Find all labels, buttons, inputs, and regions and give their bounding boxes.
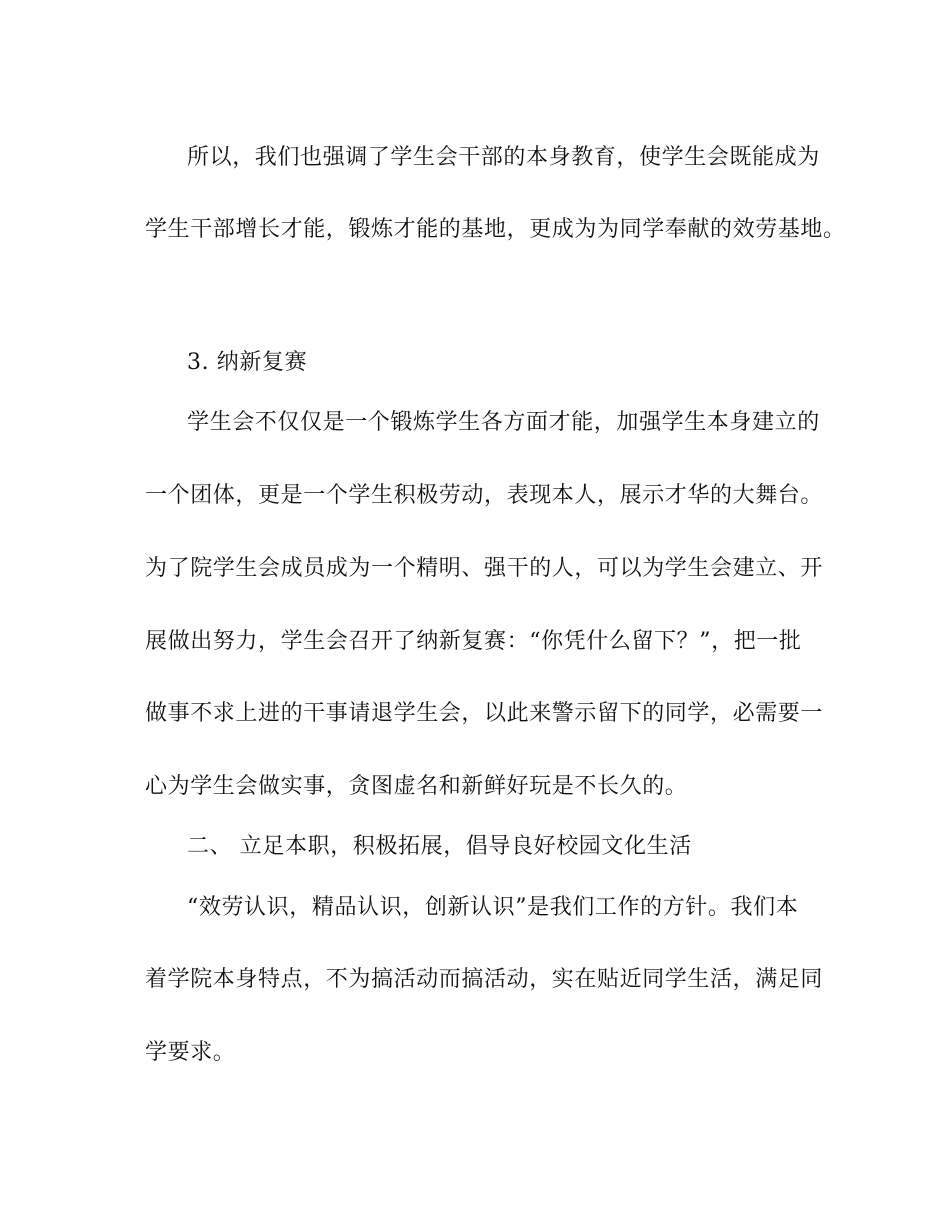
paragraph-line: 展做出努力，学生会召开了纳新复赛：“你凭什么留下？”，把一批 — [145, 629, 802, 654]
paragraph-line: 学要求。 — [145, 1040, 236, 1065]
paragraph-line: “效劳认识，精品认识，创新认识”是我们工作的方针。我们本 — [187, 895, 799, 920]
paragraph-line: 着学院本身特点，不为搞活动而搞活动，实在贴近同学生活，满足同 — [145, 967, 824, 992]
paragraph-line: 心为学生会做实事，贪图虚名和新鲜好玩是不长久的。 — [145, 774, 688, 799]
paragraph-line: 做事不求上进的干事请退学生会，以此来警示留下的同学，必需要一 — [145, 701, 824, 726]
paragraph-line: 学生干部增长才能，锻炼才能的基地，更成为为同学奉献的效劳基地。 — [145, 217, 846, 242]
paragraph-line: 所以，我们也强调了学生会干部的本身教育，使学生会既能成为 — [187, 145, 820, 170]
paragraph-line: 一个团体，更是一个学生积极劳动，表现本人，展示才华的大舞台。 — [145, 483, 824, 508]
paragraph-line: 学生会不仅仅是一个锻炼学生各方面才能，加强学生本身建立的 — [187, 410, 820, 435]
paragraph-line: 为了院学生会成员成为一个精明、强干的人，可以为学生会建立、开 — [145, 556, 824, 581]
section-heading: 二、 立足本职，积极拓展，倡导良好校园文化生活 — [187, 834, 692, 859]
section-heading: 3. 纳新复赛 — [187, 350, 308, 375]
